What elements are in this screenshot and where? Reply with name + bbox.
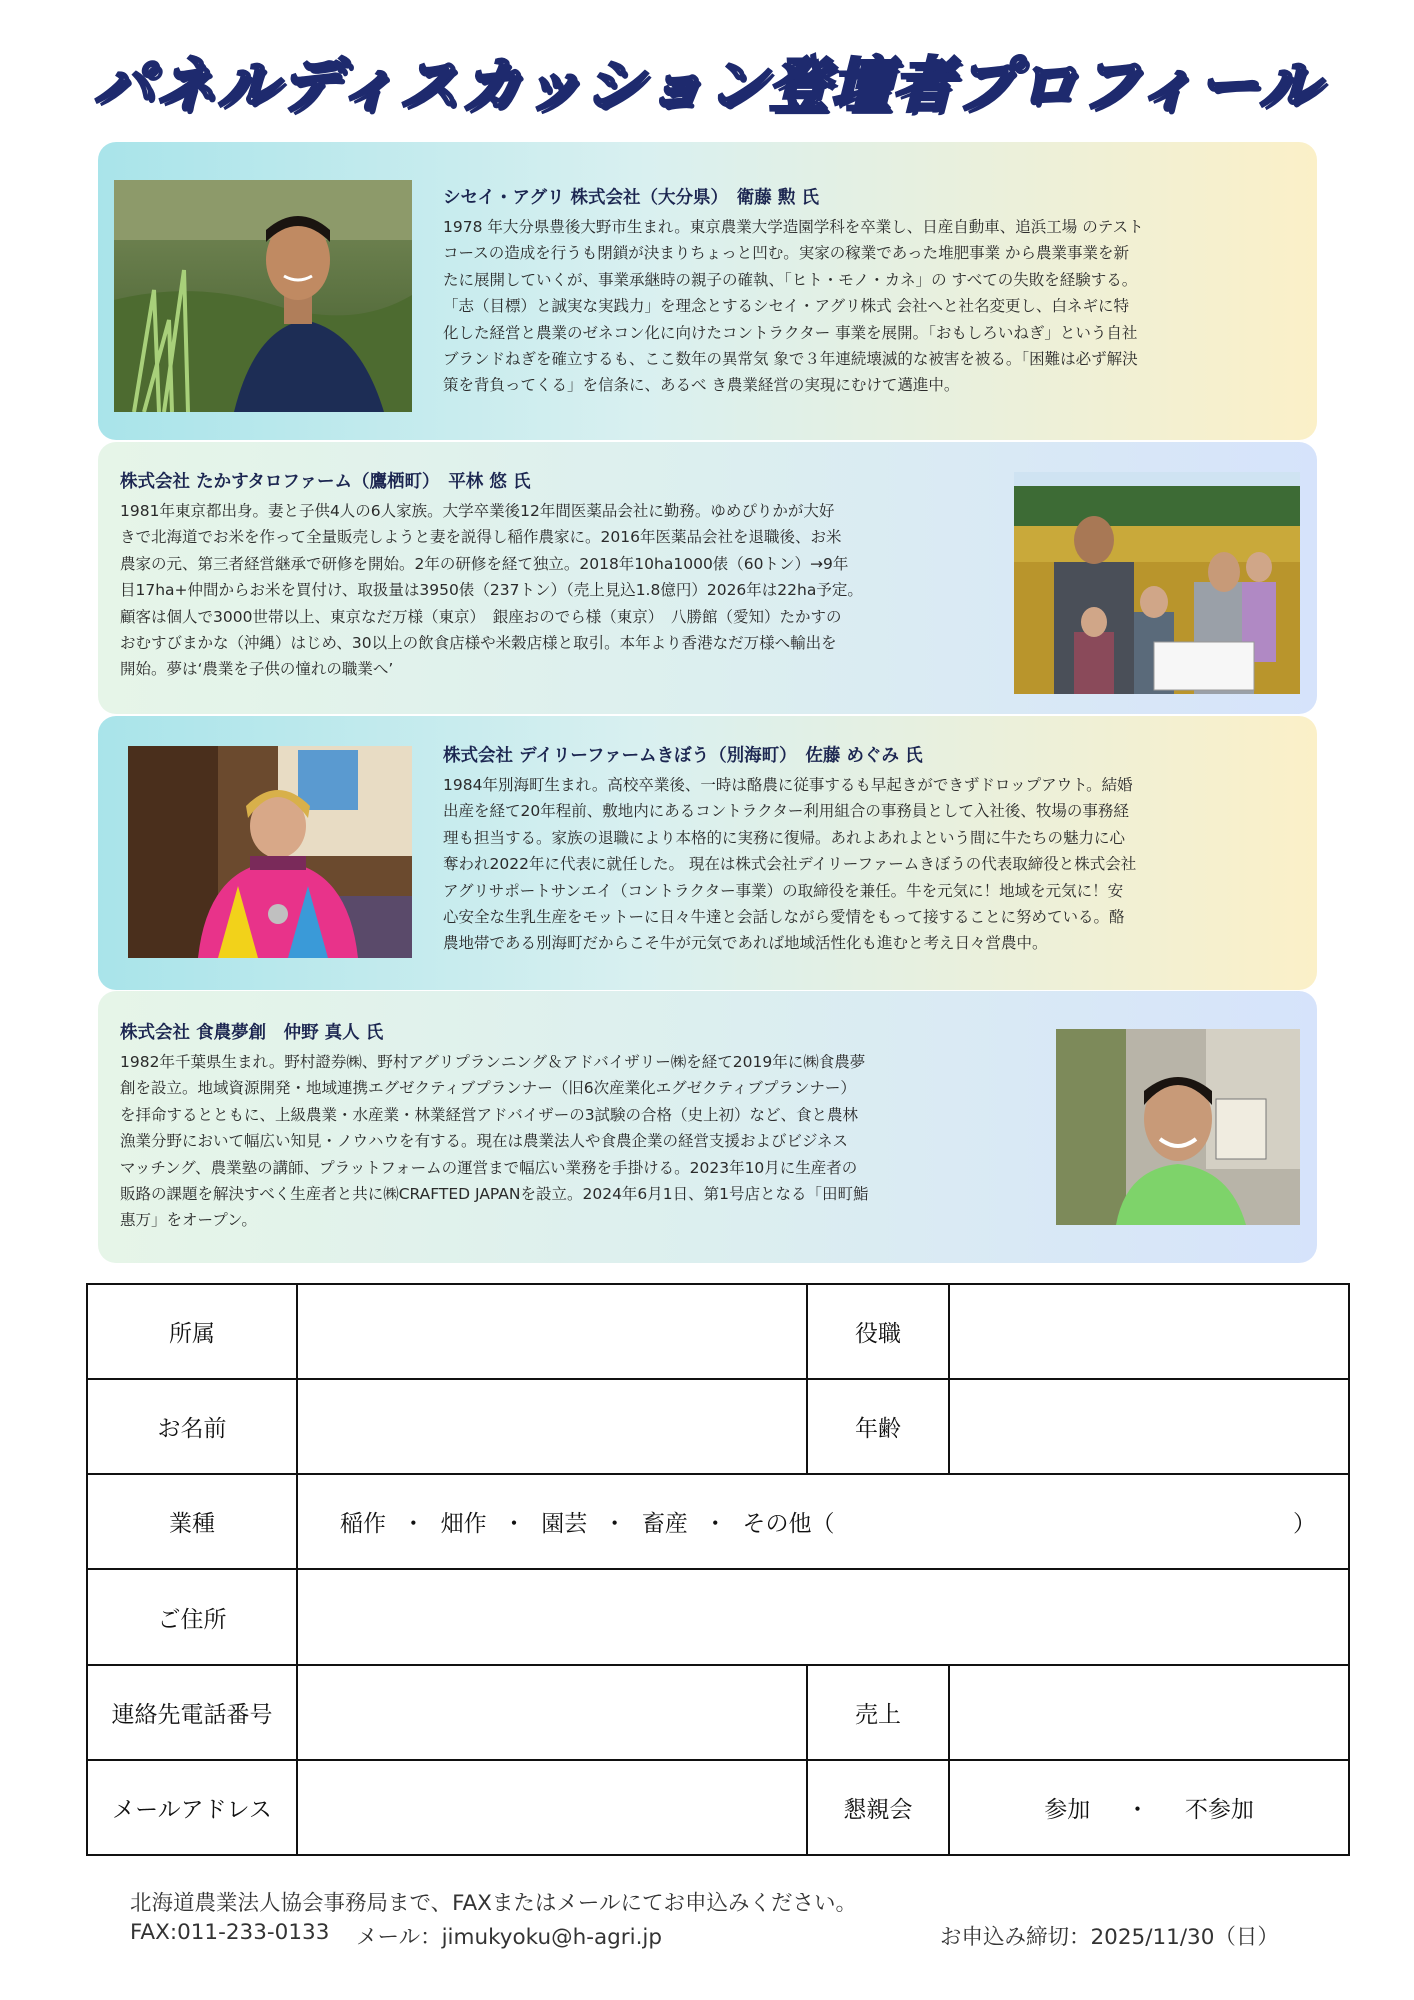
registration-form — [86, 1283, 1350, 1856]
industry-options — [297, 1474, 1349, 1569]
phone-field[interactable] — [297, 1665, 807, 1760]
affiliation-label: 所属 — [87, 1284, 297, 1379]
speaker-bio-4: 1982年千葉県生まれ。野村證券㈱、野村アグリプランニング＆アドバイザリー㈱を経て2019年に㈱食農夢 創を設立。地域資源開発・地域連携エグゼクティブプランナー（旧6次産業化エグゼクティブプランナー） を拝命するとともに、上級農業・水産業・林業経営アドバイザーの3試験の合格（史上初）など、食と農林 漁業分野において幅広い知見・ノウハウを有する。現在は農業法人や食農企業の経営支援およびビジネス マッチング、農業塾の講師、プラットフォームの運営まで幅広い業務を手掛ける。2023年10月に生産者の 販路の課題を解決すべく生産者と共に㈱CRAFTED JAPANを設立。2024年6月1日、第1号店となる「田町鮨 惠万」をオープン。 — [120, 1053, 869, 1230]
speaker-bio-1: 1978 年大分県豊後大野市生まれ。東京農業大学造園学科を卒業し、日産自動車、追浜工場 のテスト コースの造成を行うも閉鎖が決まりちょっと凹む。実家の稼業であった堆肥事業 から農業事業を新 たに展開していくが、事業承継時の親子の確執、「ヒト・モノ・カネ」の すべての失敗を経験する。 「志（目標）と誠実な実践力」を理念とするシセイ・アグリ株式 会社へと社名変更し、白ネギに特 化した経営と農業のゼネコン化に向けたコントラクター 事業を展開。「おもしろいねぎ」という自社 ブランドねぎを確立するも、ここ数年の異常気 象で３年連続壊滅的な被害を被る。「困難は必ず解決 策を背負ってくる」を信条に、あるべ き農業経営の実現にむけて邁進中。 — [443, 218, 1144, 395]
age-field[interactable] — [949, 1379, 1349, 1474]
party-decline-option[interactable]: 不参加 — [1184, 1796, 1254, 1823]
name-field[interactable] — [297, 1379, 807, 1474]
industry-option-rice[interactable]: 稲作 — [340, 1511, 386, 1538]
name-label: お名前 — [87, 1379, 297, 1474]
page-title: パネルディスカッション登壇者プロフィール — [93, 51, 1321, 121]
speaker-heading-1: シセイ・アグリ 株式会社（大分県） 衛藤 勲 氏 — [443, 188, 819, 208]
speaker-heading-3: 株式会社 デイリーファームきぼう（別海町） 佐藤 めぐみ 氏 — [443, 746, 923, 766]
speaker-card-4 — [98, 991, 1317, 1263]
email-label: メールアドレス — [87, 1760, 297, 1855]
footer-deadline: お申込み締切：2025/11/30（日） — [940, 1925, 1279, 1950]
position-field[interactable] — [949, 1284, 1349, 1379]
speaker-card-2 — [98, 442, 1317, 714]
sales-label: 売上 — [807, 1665, 949, 1760]
separator: ・ — [1126, 1796, 1149, 1823]
email-field[interactable] — [297, 1760, 807, 1855]
separator: ・ — [401, 1511, 425, 1538]
speaker-photo-4 — [1056, 1029, 1300, 1225]
footer-instructions: 北海道農業法人協会事務局まで、FAXまたはメールにてお申込みください。 — [130, 1891, 857, 1916]
speaker-photo-1 — [114, 180, 412, 412]
age-label: 年齢 — [807, 1379, 949, 1474]
speaker-bio-3: 1984年別海町生まれ。高校卒業後、一時は酪農に従事するも早起きができずドロップアウト。結婚 出産を経て20年程前、敷地内にあるコントラクター利用組合の事務員として入社後、牧場の事務経 理も担当する。家族の退職により本格的に実務に復帰。あれよあれよという間に牛たちの魅力に心 奪われ2022年に代表に就任した。 現在は株式会社デイリーファームきぼうの代表取締役と株式会社 アグリサポートサンエイ（コントラクター事業）の取締役を兼任。牛を元気に！地域を元気に！安 心安全な生乳生産をモットーに日々牛達と会話しながら愛情をもって接することに努めている。酪 農地帯である別海町だからこそ牛が元気であれば地域活性化も進むと考え日々営農中。 — [443, 776, 1137, 953]
address-label: ご住所 — [87, 1569, 297, 1664]
industry-other-close: ） — [1293, 1511, 1316, 1538]
industry-option-other[interactable]: その他（ — [742, 1511, 835, 1538]
speaker-photo-3 — [128, 746, 412, 958]
address-field[interactable] — [297, 1569, 1349, 1664]
party-label: 懇親会 — [807, 1760, 949, 1855]
speaker-card-1 — [98, 142, 1317, 440]
footer-email[interactable]: メール：jimukyoku@h-agri.jp — [356, 1925, 663, 1950]
position-label: 役職 — [807, 1284, 949, 1379]
speaker-heading-2: 株式会社 たかすタロファーム（鷹栖町） 平林 悠 氏 — [120, 472, 531, 492]
speaker-photo-2 — [1014, 472, 1300, 694]
party-join-option[interactable]: 参加 — [1044, 1796, 1091, 1823]
speaker-heading-4: 株式会社 食農夢創 仲野 真人 氏 — [120, 1023, 384, 1043]
separator: ・ — [703, 1511, 727, 1538]
separator: ・ — [603, 1511, 627, 1538]
industry-option-livestock[interactable]: 畜産 — [641, 1511, 688, 1538]
industry-option-field[interactable]: 畑作 — [440, 1511, 487, 1538]
footer-fax: FAX:011-233-0133 — [130, 1920, 330, 1945]
speaker-card-3 — [98, 716, 1317, 990]
industry-option-horticulture[interactable]: 園芸 — [541, 1511, 588, 1538]
affiliation-field[interactable] — [297, 1284, 807, 1379]
speaker-bio-2: 1981年東京都出身。妻と子供4人の6人家族。大学卒業後12年間医薬品会社に勤務。ゆめぴりかが大好 きで北海道でお米を作って全量販売しようと妻を説得し稲作農家に。2016年医薬品会社を退職後、お米 農家の元、第三者経営継承で研修を開始。2年の研修を経て独立。2018年10ha1000俵（60トン）→9年 目17ha+仲間からお米を買付け、取扱量は3950俵（237トン）（売上見込1.8億円）2026年は22ha予定。 顧客は個人で3000世帯以上、東京なだ万様（東京） 銀座おのでら様（東京） 八勝館（愛知）たかすの おむすびまかな（沖縄）はじめ、30以上の飲食店様や米穀店様と取引。本年より香港なだ万様へ輸出を 開始。夢は‘農業を子供の憧れの職業へ’ — [120, 502, 863, 679]
phone-label: 連絡先電話番号 — [87, 1665, 297, 1760]
separator: ・ — [502, 1511, 526, 1538]
party-options — [949, 1760, 1349, 1855]
industry-label: 業種 — [87, 1474, 297, 1569]
sales-field[interactable] — [949, 1665, 1349, 1760]
